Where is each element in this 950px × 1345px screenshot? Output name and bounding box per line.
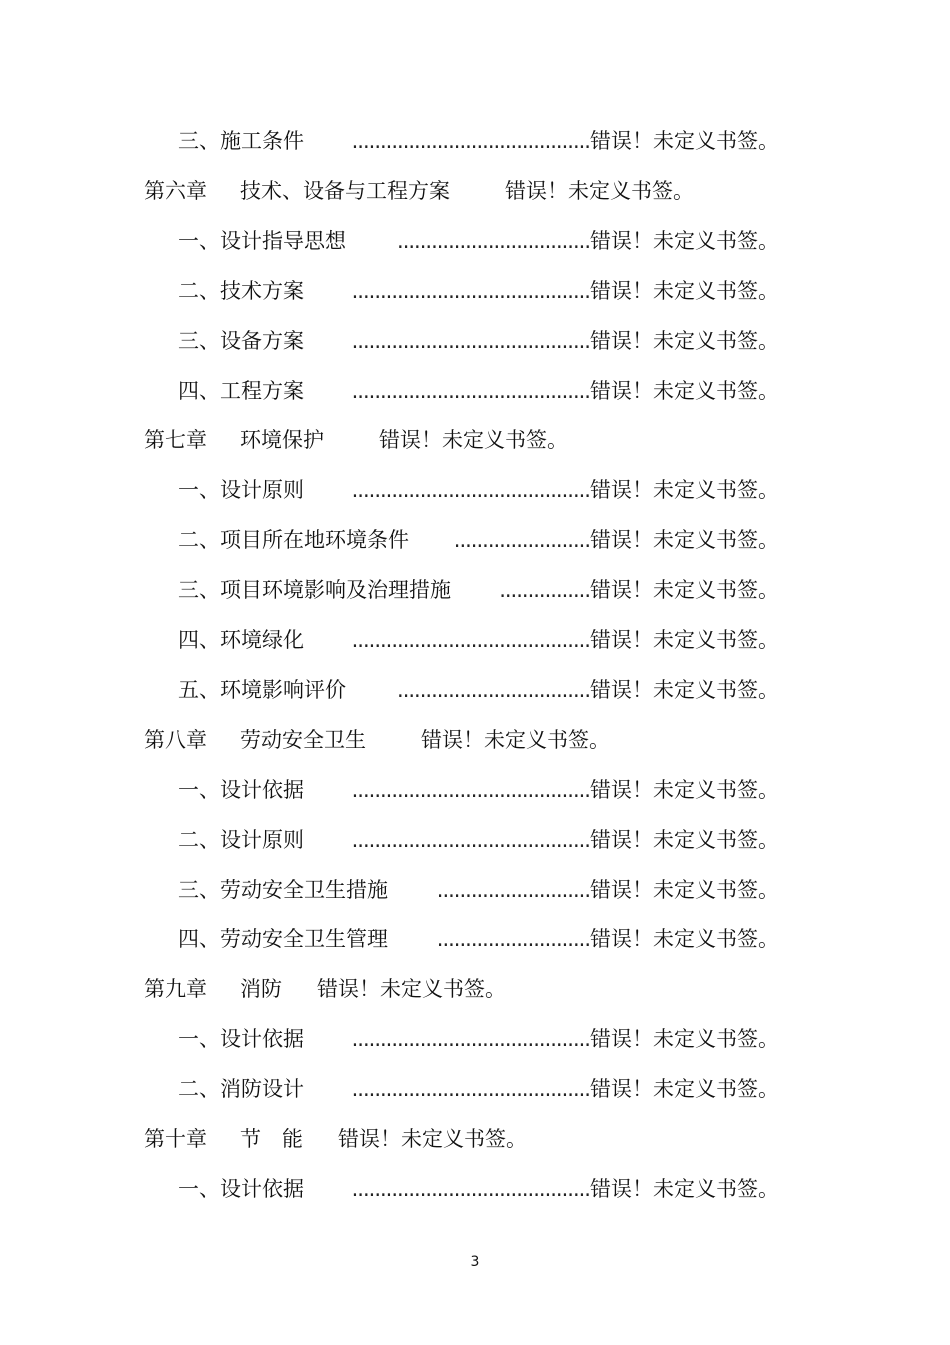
page-reference: 错误！未定义书签。 xyxy=(338,1127,527,1151)
page-reference: 错误！未定义书签。 xyxy=(590,378,779,403)
section-label: 五、环境影响评价 xyxy=(178,677,346,702)
toc-chapter-entry[interactable] xyxy=(0,971,950,1007)
dot-leader: .......................................... xyxy=(351,378,590,403)
dot-leader: .......................................... xyxy=(351,1077,590,1102)
toc-chapter-entry[interactable] xyxy=(0,422,950,458)
section-label: 四、劳动安全卫生管理 xyxy=(178,927,388,952)
page-reference: 错误！未定义书签。 xyxy=(590,628,779,652)
dot-leader: ................ xyxy=(499,578,590,603)
dot-leader: ........................ xyxy=(453,528,590,553)
chapter-number: 第七章 xyxy=(144,428,207,453)
chapter-title: 技术、设备与工程方案 xyxy=(240,178,450,203)
toc-section-entry[interactable] xyxy=(0,572,950,608)
page-reference: 错误！未定义书签。 xyxy=(379,428,568,453)
page-reference: 错误！未定义书签。 xyxy=(421,727,610,752)
chapter-title: 节 能 xyxy=(240,1127,303,1151)
chapter-title: 消防 xyxy=(240,977,282,1002)
toc-section-entry[interactable] xyxy=(0,921,950,957)
section-label: 二、消防设计 xyxy=(178,1077,304,1102)
toc-section-entry[interactable] xyxy=(0,1071,950,1107)
toc-section-entry[interactable] xyxy=(0,273,950,309)
dot-leader: .......................................... xyxy=(351,478,590,503)
chapter-number: 第六章 xyxy=(144,178,207,203)
toc-section-entry[interactable] xyxy=(0,323,950,359)
page-reference: 错误！未定义书签。 xyxy=(590,129,779,153)
toc-section-entry[interactable] xyxy=(0,1021,950,1057)
page-reference: 错误！未定义书签。 xyxy=(590,777,779,802)
page-reference: 错误！未定义书签。 xyxy=(590,528,779,553)
page-reference: 错误！未定义书签。 xyxy=(590,478,779,503)
page-reference: 错误！未定义书签。 xyxy=(590,228,779,253)
toc-section-entry[interactable] xyxy=(0,373,950,409)
dot-leader: .......................................... xyxy=(351,1027,590,1052)
page-reference: 错误！未定义书签。 xyxy=(590,677,779,702)
page-reference: 错误！未定义书签。 xyxy=(590,1027,779,1052)
section-label: 一、设计指导思想 xyxy=(178,228,346,253)
dot-leader: .................................. xyxy=(397,228,590,253)
dot-leader: .......................................... xyxy=(351,827,590,852)
dot-leader: .................................. xyxy=(397,677,590,702)
toc-section-entry[interactable] xyxy=(0,522,950,558)
dot-leader: .......................................... xyxy=(351,278,590,303)
toc-section-entry[interactable] xyxy=(0,1171,950,1207)
page-reference: 错误！未定义书签。 xyxy=(590,1176,779,1201)
chapter-number: 第十章 xyxy=(144,1127,207,1151)
toc-section-entry[interactable] xyxy=(0,672,950,708)
page-reference: 错误！未定义书签。 xyxy=(505,178,694,203)
dot-leader: ........................... xyxy=(436,877,590,902)
page-reference: 错误！未定义书签。 xyxy=(590,827,779,852)
toc-section-entry[interactable] xyxy=(0,622,950,658)
section-label: 二、技术方案 xyxy=(178,278,304,303)
dot-leader: ........................... xyxy=(436,927,590,952)
toc-chapter-entry[interactable] xyxy=(0,722,950,758)
toc-section-entry[interactable] xyxy=(0,872,950,908)
dot-leader: .......................................... xyxy=(351,129,590,153)
page-reference: 错误！未定义书签。 xyxy=(590,1077,779,1102)
section-label: 一、设计依据 xyxy=(178,777,304,802)
page-reference: 错误！未定义书签。 xyxy=(317,977,506,1002)
section-label: 三、项目环境影响及治理措施 xyxy=(178,578,451,603)
section-label: 一、设计依据 xyxy=(178,1176,304,1201)
page-number: 3 xyxy=(470,1254,480,1270)
chapter-title: 环境保护 xyxy=(240,428,324,453)
toc-section-entry[interactable] xyxy=(0,822,950,858)
section-label: 一、设计依据 xyxy=(178,1027,304,1052)
toc-section-entry[interactable] xyxy=(0,123,950,159)
page-reference: 错误！未定义书签。 xyxy=(590,278,779,303)
page-reference: 错误！未定义书签。 xyxy=(590,927,779,952)
page-reference: 错误！未定义书签。 xyxy=(590,578,779,603)
chapter-title: 劳动安全卫生 xyxy=(240,727,366,752)
dot-leader: .......................................... xyxy=(351,1176,590,1201)
chapter-number: 第九章 xyxy=(144,977,207,1002)
toc-chapter-entry[interactable] xyxy=(0,1121,950,1157)
section-label: 二、项目所在地环境条件 xyxy=(178,528,409,553)
dot-leader: .......................................... xyxy=(351,328,590,353)
section-label: 三、设备方案 xyxy=(178,328,304,353)
section-label: 二、设计原则 xyxy=(178,827,304,852)
dot-leader: .......................................... xyxy=(351,628,590,652)
toc-section-entry[interactable] xyxy=(0,772,950,808)
page-reference: 错误！未定义书签。 xyxy=(590,877,779,902)
section-label: 四、工程方案 xyxy=(178,378,304,403)
dot-leader: .......................................... xyxy=(351,777,590,802)
toc-section-entry[interactable] xyxy=(0,223,950,259)
section-label: 三、劳动安全卫生措施 xyxy=(178,877,388,902)
section-label: 四、环境绿化 xyxy=(178,628,304,652)
section-label: 三、施工条件 xyxy=(178,129,304,153)
toc-chapter-entry[interactable] xyxy=(0,173,950,209)
chapter-number: 第八章 xyxy=(144,727,207,752)
toc-section-entry[interactable] xyxy=(0,472,950,508)
page-reference: 错误！未定义书签。 xyxy=(590,328,779,353)
section-label: 一、设计原则 xyxy=(178,478,304,503)
